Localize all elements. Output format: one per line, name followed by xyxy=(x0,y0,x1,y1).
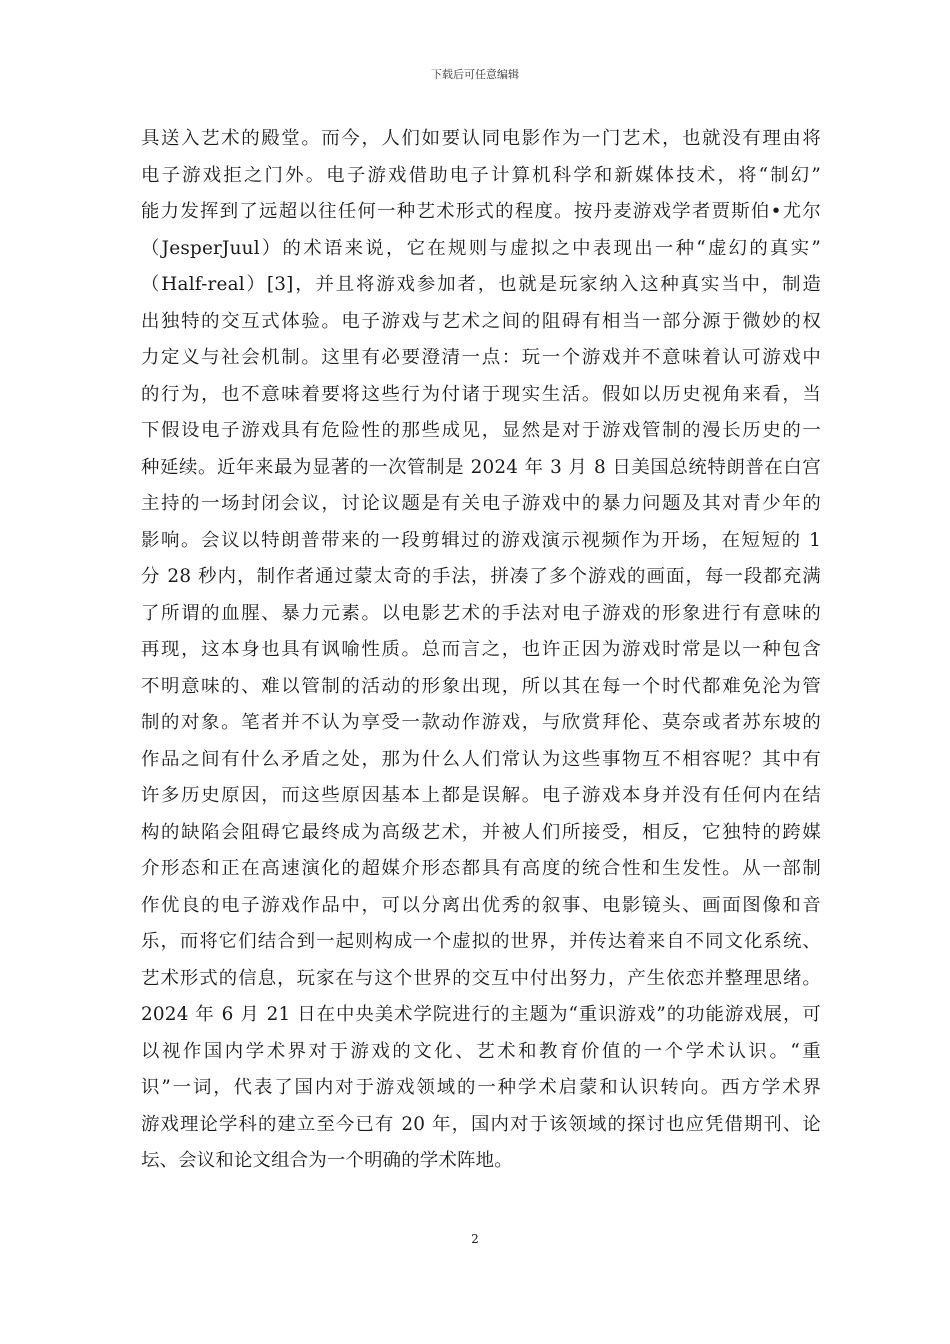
text-line: 构的缺陷会阻碍它最终成为高级艺术，并被人们所接受，相反，它独特的跨媒 xyxy=(141,821,821,843)
text-line: 坛、会议和论文组合为一个明确的学术阵地。 xyxy=(141,1150,513,1171)
body-paragraph xyxy=(141,121,821,1180)
text-line: 能力发挥到了远超以往任何一种艺术形式的程度。按丹麦游戏学者贾斯伯•尤尔 xyxy=(141,201,821,222)
text-line: 分 28 秒内，制作者通过蒙太奇的手法，拼凑了多个游戏的画面，每一段都充满 xyxy=(141,566,821,587)
page-number: 2 xyxy=(471,1232,479,1246)
text-line: （Half-real）[3]，并且将游戏参加者，也就是玩家纳入这种真实当中，制造 xyxy=(141,274,821,295)
text-line: 2024 年 6 月 21 日在中央美术学院进行的主题为“重识游戏”的功能游戏展，可 xyxy=(141,1004,821,1025)
text-line: 再现，这本身也具有讽喻性质。总而言之，也许正因为游戏时常是以一种包含 xyxy=(141,639,821,660)
text-line: 力定义与社会机制。这里有必要澄清一点：玩一个游戏并不意味着认可游戏中 xyxy=(141,347,821,368)
text-line: 游戏理论学科的建立至今已有 20 年，国内对于该领域的探讨也应凭借期刊、论 xyxy=(141,1113,821,1135)
text-line: 作优良的电子游戏作品中，可以分离出优秀的叙事、电影镜头、画面图像和音 xyxy=(141,894,821,916)
page-header: 下载后可任意编辑 xyxy=(431,68,519,81)
text-line: 电子游戏拒之门外。电子游戏借助电子计算机科学和新媒体技术，将“制幻” xyxy=(141,164,821,186)
text-line: 识”一词，代表了国内对于游戏领域的一种学术启蒙和认识转向。西方学术界 xyxy=(141,1077,821,1098)
text-line: 出独特的交互式体验。电子游戏与艺术之间的阻碍有相当一部分源于微妙的权 xyxy=(141,310,821,332)
text-line: （JesperJuul）的术语来说，它在规则与虚拟之中表现出一种“虚幻的真实” xyxy=(141,237,821,259)
text-line: 许多历史原因，而这些原因基本上都是误解。电子游戏本身并没有任何内在结 xyxy=(141,785,821,806)
text-line: 下假设电子游戏具有危险性的那些成见，显然是对于游戏管制的漫长历史的一 xyxy=(141,420,821,441)
text-line: 制的对象。笔者并不认为享受一款动作游戏，与欣赏拜伦、莫奈或者苏东坡的 xyxy=(141,712,821,733)
text-line: 的行为，也不意味着要将这些行为付诸于现实生活。假如以历史视角来看，当 xyxy=(141,383,821,405)
text-line: 影响。会议以特朗普带来的一段剪辑过的游戏演示视频作为开场，在短短的 1 xyxy=(141,529,821,551)
text-line: 艺术形式的信息，玩家在与这个世界的交互中付出努力，产生依恋并整理思绪。 xyxy=(141,967,821,989)
text-line: 不明意味的、难以管制的活动的形象出现，所以其在每一个时代都难免沦为管 xyxy=(141,675,821,697)
text-line: 作品之间有什么矛盾之处，那为什么人们常认为这些事物互不相容呢？其中有 xyxy=(141,748,821,770)
text-line: 以视作国内学术界对于游戏的文化、艺术和教育价值的一个学术认识。“重 xyxy=(141,1040,821,1062)
text-line: 了所谓的血腥、暴力元素。以电影艺术的手法对电子游戏的形象进行有意味的 xyxy=(141,602,821,624)
text-line: 乐，而将它们结合到一起则构成一个虚拟的世界，并传达着来自不同文化系统、 xyxy=(141,931,821,952)
text-line: 具送入艺术的殿堂。而今，人们如要认同电影作为一门艺术，也就没有理由将 xyxy=(141,128,821,149)
text-line: 主持的一场封闭会议，讨论议题是有关电子游戏中的暴力问题及其对青少年的 xyxy=(141,493,821,514)
text-line: 种延续。近年来最为显著的一次管制是 2024 年 3 月 8 日美国总统特朗普在白宫 xyxy=(141,456,821,478)
text-line: 介形态和正在高速演化的超媒介形态都具有高度的统合性和生发性。从一部制 xyxy=(141,858,821,879)
